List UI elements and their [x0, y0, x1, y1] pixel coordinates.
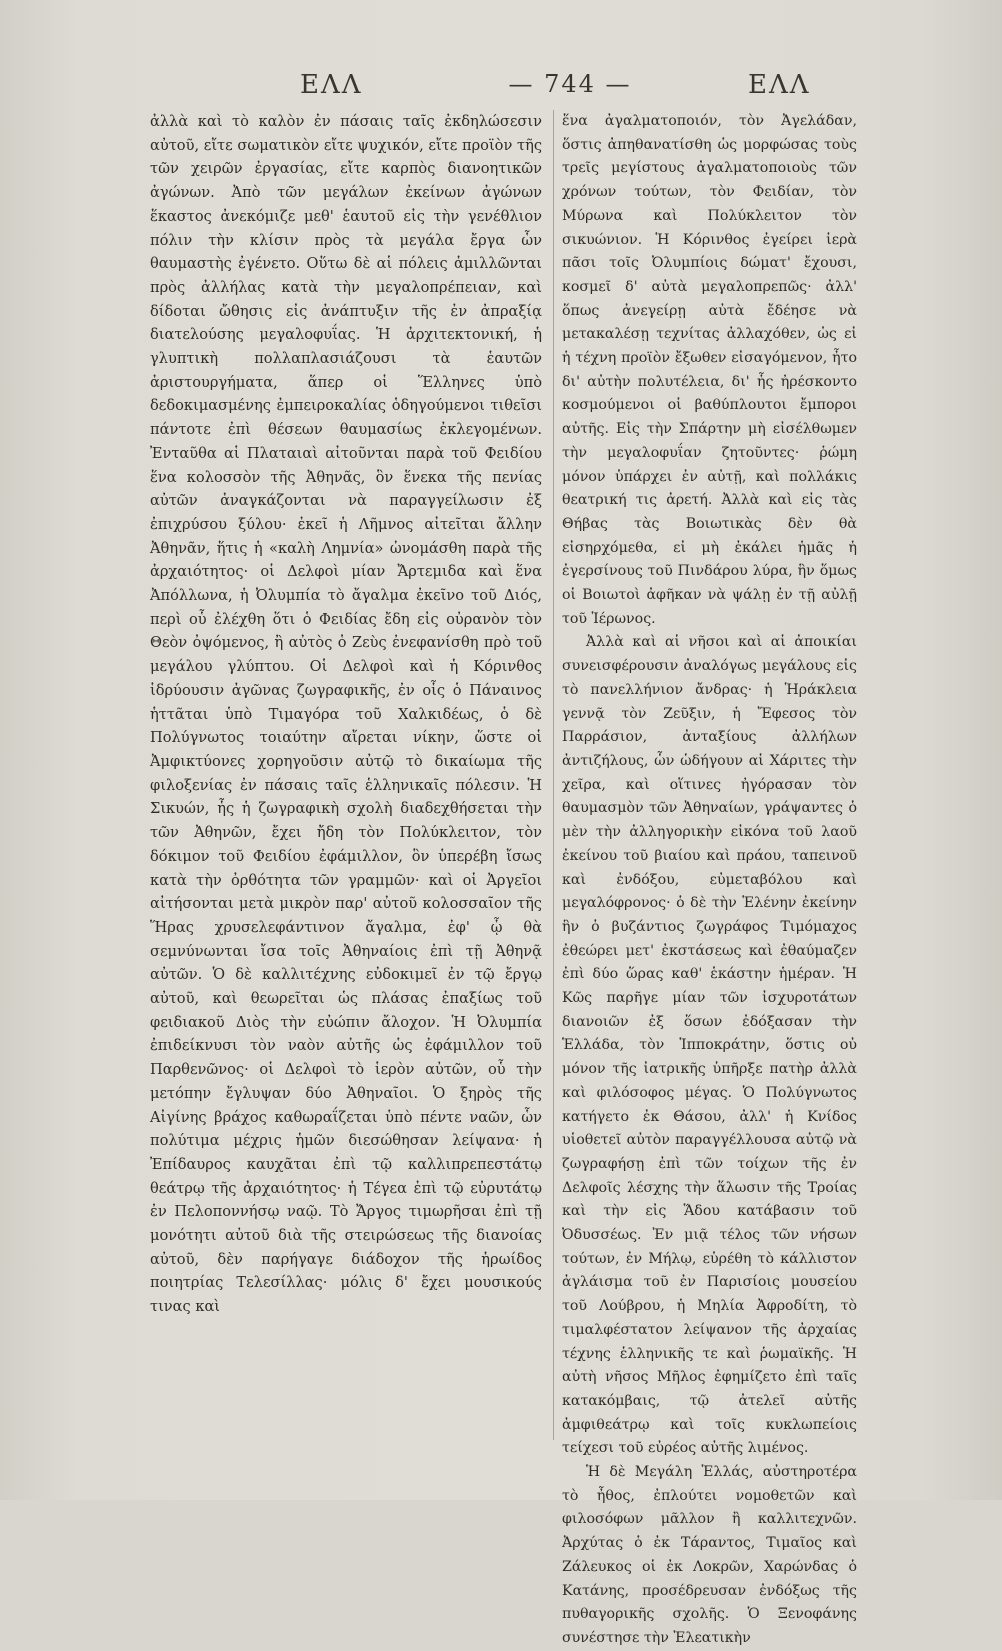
- header-left-word: ΕΛΛ: [300, 70, 363, 100]
- left-paragraph: ἀλλὰ καὶ τὸ καλὸν ἐν πάσαις ταῖς ἐκδηλώσεσιν αὐτοῦ, εἴτε σωματικὸν εἴτε ψυχικόν, εἴτε προϊὸν τῆς τῶν χειρῶν ἐργασίας, εἴτε καρπὸς διανοητικῶν ἀγώνων. Ἀπὸ τῶν μεγάλων ἐκείνων ἀγώνων ἕκαστος ἀνεκόμιζε μεθ' ἑαυτοῦ εἰς τὴν γενέθλιον πόλιν τὴν κλίσιν πρὸς τὰ μεγάλα ἔργα ὧν θαυμαστὴς ἐγένετο. Οὕτω δὲ αἱ πόλεις ἁμιλλῶνται πρὸς ἀλλήλας κατὰ τὴν μεγαλοπρέπειαν, καὶ δίδοται ὤθησις εἰς ἀνάπτυξιν τῆς ἐν ἀπραξίᾳ διατελούσης μεγαλοφυΐας. Ἡ ἀρχιτεκτονική, ἡ γλυπτικὴ πολλαπλασιάζουσι τὰ ἑαυτῶν ἀριστουργήματα, ἅπερ οἱ Ἕλληνες ὑπὸ δεδοκιμασμένης ἐμπειροκαλίας ὁδηγούμενοι τιθεῖσι πάντοτε ἐπὶ θέσεων θαυμασίως ἐκλεγομένων. Ἐνταῦθα αἱ Πλαταιαὶ αἰτοῦνται παρὰ τοῦ Φειδίου ἕνα κολοσσὸν τῆς Ἀθηνᾶς, ὃν ἕνεκα τῆς πενίας αὐτῶν ἀναγκάζονται νὰ παραγγείλωσιν ἐξ ἐπιχρύσου ξύλου· ἐκεῖ ἡ Λῆμνος αἰτεῖται ἄλλην Ἀθηνᾶν, ἥτις ἡ «καλὴ Λημνία» ὠνομάσθη παρὰ τῆς ἀρχαιότητος· οἱ Δελφοὶ μίαν Ἄρτεμιδα καὶ ἕνα Ἀπόλλωνα, ἡ Ὀλυμπία τὸ ἄγαλμα ἐκεῖνο τοῦ Διός, περὶ οὗ ἐλέχθη ὅτι ὁ Φειδίας ἔδη εἰς οὐρανὸν τὸν Θεὸν ὀψόμενος, ἢ αὐτὸς ὁ Ζεὺς ἐνεφανίσθη πρὸ τοῦ μεγάλου γλύπτου. Οἱ Δελφοὶ καὶ ἡ Κόρινθος ἱδρύουσιν ἀγῶνας ζωγραφικῆς, ἐν οἷς ὁ Πάναινος ἡττᾶται ὑπὸ Τιμαγόρα τοῦ Χαλκιδέως, ὁ δὲ Πολύγνωτος τοιαύτην αἴρεται νίκην, ὥστε οἱ Ἀμφικτύονες χορηγοῦσιν αὐτῷ τὸ δικαίωμα τῆς φιλοξενίας ἐν πάσαις ταῖς ἑλληνικαῖς πόλεσιν. Ἡ Σικυών, ἧς ἡ ζωγραφικὴ σχολὴ διαδεχθήσεται τὴν τῶν Ἀθηνῶν, ἔχει ἤδη τὸν Πολύκλειτον, τὸν δόκιμον τοῦ Φειδίου ἐφάμιλλον, ὃν ὑπερέβη ἴσως κατὰ τὴν ὀρθότητα τῶν γραμμῶν· καὶ οἱ Ἀργεῖοι αἰτήσονται μετὰ μικρὸν παρ' αὐτοῦ κολοσσαῖον τῆς Ἥρας χρυσελεφάντινον ἄγαλμα, ἐφ' ᾧ θὰ σεμνύνωνται ἴσα τοῖς Ἀθηναίοις ἐπὶ τῇ Ἀθηνᾷ αὐτῶν. Ὁ δὲ καλλιτέχνης εὐδοκιμεῖ ἐν τῷ ἔργῳ αὐτοῦ, καὶ θεωρεῖται ὡς πλάσας ἐπαξίως τοῦ φειδιακοῦ Διὸς τὴν εὐώπιν ἄλοχον. Ἡ Ὀλυμπία ἐπιδείκνυσι τὸν ναὸν αὐτῆς ὡς ἐφάμιλλον τοῦ Παρθενῶνος· οἱ Δελφοὶ τὸ ἱερὸν αὐτῶν, οὗ τὴν μετόπην ἔγλυψαν δύο Ἀθηναῖοι. Ὁ ξηρὸς τῆς Αἰγίνης βράχος καθωραΐζεται ὑπὸ πέντε ναῶν, ὧν πολύτιμα μέχρις ἡμῶν διεσώθησαν λείψανα· ἡ Ἐπίδαυρος καυχᾶται ἐπὶ τῷ καλλιπρεπεστάτῳ θεάτρῳ τῆς ἀρχαιότητος· ἡ Τέγεα ἐπὶ τῷ εὐρυτάτῳ ἐν Πελοποννήσῳ ναῷ. Τὸ Ἄργος τιμωρῆσαι ἐπὶ τῇ μονότητι αὐτοῦ διὰ τῆς στειρώσεως τῆς διανοίας αὐτοῦ, δὲν παρήγαγε διάδοχον τῆς ἡρωίδος ποιητρίας Τελεσίλλας· μόλις δ' ἔχει μουσικούς τινας καὶ: [150, 113, 542, 1316]
- right-paragraph: Ἀλλὰ καὶ αἱ νῆσοι καὶ αἱ ἀποικίαι συνεισφέρουσιν ἀναλόγως μεγάλους εἰς τὸ πανελλήνιον ἄνδρας· ἡ Ἡράκλεια γεννᾷ τὸν Ζεῦξιν, ἡ Ἔφεσος τὸν Παρράσιον, ἀνταξίους ἀλλήλων ἀντιζήλους, ὧν ὡδήγουν αἱ Χάριτες τὴν χεῖρα, καὶ οἵτινες ἠγόρασαν τὸν θαυμασμὸν τῶν Ἀθηναίων, γράψαντες ὁ μὲν τὴν ἀλληγορικὴν εἰκόνα τοῦ λαοῦ ἐκείνου τοῦ βιαίου καὶ πράου, ταπεινοῦ καὶ ἐνδόξου, εὐμεταβόλου καὶ μεγαλόφρονος· ὁ δὲ τὴν Ἑλένην ἐκείνην ἣν ὁ βυζάντιος ζωγράφος Τιμόμαχος ἐθεώρει μετ' ἐκστάσεως καὶ ἐθαύμαζεν ἐπὶ δύο ὥρας καθ' ἑκάστην ἡμέραν. Ἡ Κῶς παρῆγε μίαν τῶν ἰσχυροτάτων διανοιῶν ἐξ ὅσων ἐδόξασαν τὴν Ἑλλάδα, τὸν Ἱπποκράτην, ὅστις οὐ μόνον τῆς ἰατρικῆς ὑπῆρξε πατὴρ ἀλλὰ καὶ φιλόσοφος μέγας. Ὁ Πολύγνωτος κατήγετο ἐκ Θάσου, ἀλλ' ἡ Κνίδος υἱοθετεῖ αὐτὸν παραγγέλλουσα αὐτῷ νὰ ζωγραφήσῃ ἐπὶ τῶν τοίχων τῆς ἐν Δελφοῖς λέσχης τὴν ἅλωσιν τῆς Τροίας καὶ τὴν εἰς Ἅδου κατάβασιν τοῦ Ὀδυσσέως. Ἐν μιᾷ τέλος τῶν νήσων τούτων, ἐν Μήλῳ, εὑρέθη τὸ κάλλιστον ἀγλάισμα τοῦ ἐν Παρισίοις μουσείου τοῦ Λούβρου, ἡ Μηλία Ἀφροδίτη, τὸ τιμαλφέστατον λείψανον τῆς ἀρχαίας τέχνης ἑλληνικῆς τε καὶ ῥωμαϊκῆς. Ἡ αὐτὴ νῆσος Μῆλος ἐφημίζετο ἐπὶ ταῖς κατακόμβαις, τῷ ἀτελεῖ αὐτῆς ἀμφιθεάτρῳ καὶ τοῖς κυκλωπείοις τείχεσι τοῦ εὐρέος αὐτῆς λιμένος.: [562, 634, 857, 1457]
- right-paragraph: Ἡ δὲ Μεγάλη Ἑλλάς, αὐστηροτέρα τὸ ἦθος, ἐπλούτει νομοθετῶν καὶ φιλοσόφων μᾶλλον ἢ καλλιτεχνῶν. Ἀρχύτας ὁ ἐκ Τάραντος, Τιμαῖος καὶ Ζάλευκος οἱ ἐκ Λοκρῶν, Χαρώνδας ὁ Κατάνης, προσέδρευσαν ἐνδόξως τῆς πυθαγορικῆς σχολῆς. Ὁ Ξενοφάνης συνέστησε τὴν Ἐλεατικὴν: [562, 1464, 857, 1646]
- header-right-word: ΕΛΛ: [748, 70, 811, 100]
- page-number: — 744 —: [508, 70, 632, 98]
- running-head: [0, 70, 1002, 110]
- left-column: [150, 110, 542, 1319]
- right-column: [562, 110, 857, 1651]
- text-columns: [150, 110, 875, 1646]
- column-divider: [553, 110, 554, 1440]
- right-paragraph: ἕνα ἀγαλματοποιόν, τὸν Ἀγελάδαν, ὅστις ἀπηθανατίσθη ὡς μορφώσας τοὺς τρεῖς μεγίστους ἀγαλματοποιοὺς τῶν χρόνων τούτων, τὸν Φειδίαν, τὸν Μύρωνα καὶ Πολύκλειτον τὸν σικυώνιον. Ἡ Κόρινθος ἐγείρει ἱερὰ πᾶσι τοῖς Ὀλυμπίοις δώματ' ἔχουσι, κοσμεῖ δ' αὐτὰ μεγαλοπρεπῶς· ἀλλ' ὅπως ἀνεγείρῃ αὐτὰ ἔδέησε νὰ μετακαλέσῃ τεχνίτας ἀλλαχόθεν, ὡς εἰ ἡ τέχνη προϊὸν ἔξωθεν εἰσαγόμενον, ἦτο δι' αὐτὴν πολυτέλεια, δι' ἧς ἠρέσκοντο κοσμούμενοι οἱ βαθύπλουτοι ἔμποροι αὐτῆς. Εἰς τὴν Σπάρτην μὴ εἰσέλθωμεν τὴν μεγαλοφυΐαν ζητοῦντες· ῥώμη μόνον ὑπάρχει ἐν αὐτῇ, καὶ πολλάκις θεατρική τις ἀρετή. Ἀλλὰ καὶ εἰς τὰς Θήβας τὰς Βοιωτικὰς δὲν θὰ εἰσηρχόμεθα, εἰ μὴ ἐκάλει ἡμᾶς ἡ ἐγερσίνους τοῦ Πινδάρου λύρα, ἣν ὅμως οἱ Βοιωτοὶ ἀφῆκαν νὰ ψάλῃ ἐν τῇ αὐλῇ τοῦ Ἱέρωνος.: [562, 113, 857, 627]
